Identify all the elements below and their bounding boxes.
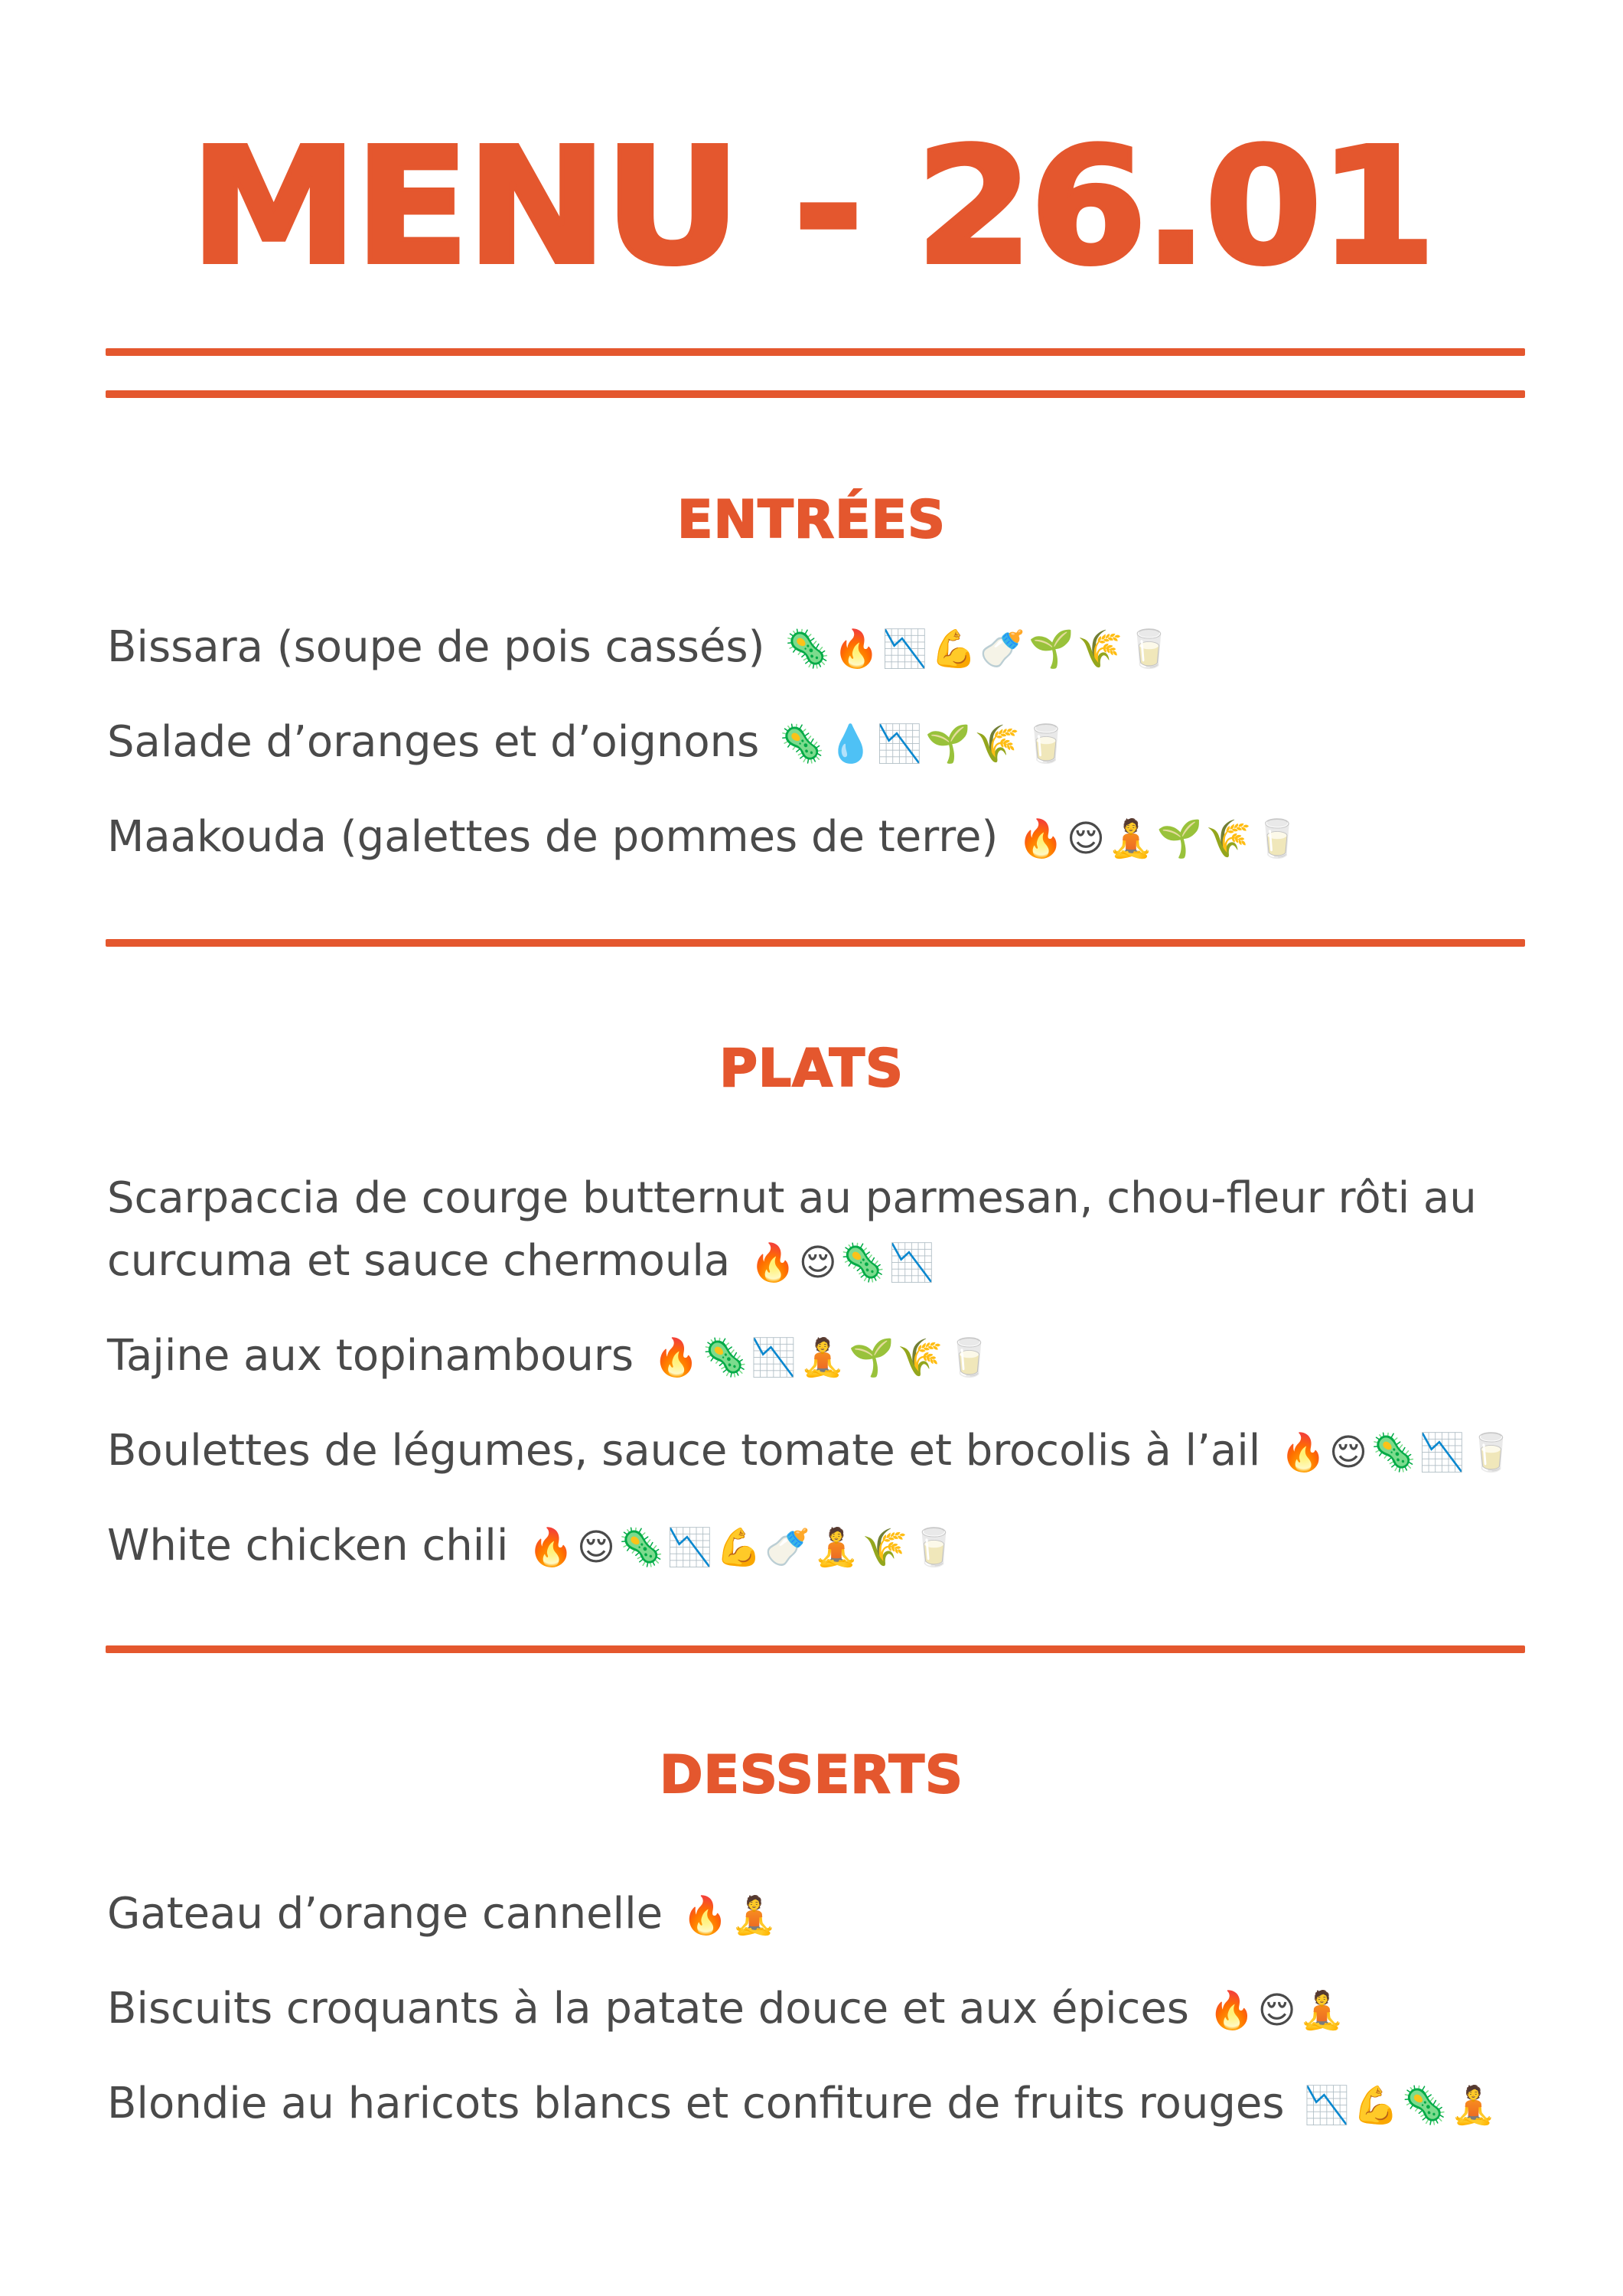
section-heading-plats: PLATS <box>719 1039 904 1099</box>
dish-name: White chicken chili <box>107 1521 509 1570</box>
dish-tags-icons: 🔥🦠📉🧘🌱🌾🥛 <box>653 1336 996 1379</box>
list-item <box>107 616 1546 680</box>
dish-name: Maakouda (galettes de pommes de terre) <box>107 812 999 862</box>
dish-name: Blondie au haricots blancs et confiture de fruits rouges <box>107 2079 1285 2128</box>
dish-tags-icons: 🦠💧📉🌱🌾🥛 <box>779 722 1072 765</box>
plats-list <box>107 1167 1546 1579</box>
section-divider <box>106 1645 1525 1653</box>
section-heading-entrees: ENTRÉES <box>677 490 946 550</box>
dish-tags-icons: 🔥🧘 <box>682 1894 781 1937</box>
dish-name: Scarpaccia de courge butternut au parmesan, chou-fleur rôti au curcuma et sauce chermoula <box>107 1173 1477 1286</box>
section-divider <box>106 939 1525 947</box>
list-item <box>107 1420 1546 1484</box>
dish-tags-icons: 🦠🔥📉💪🍼🌱🌾🥛 <box>784 628 1175 670</box>
title-rule-bottom <box>106 390 1525 398</box>
list-item <box>107 2073 1546 2137</box>
dish-tags-icons: 🔥😌🧘 <box>1208 1989 1348 2032</box>
list-item <box>107 1978 1546 2042</box>
list-item <box>107 1325 1546 1389</box>
dish-tags-icons: 🔥😌🦠📉🥛 <box>1280 1431 1517 1474</box>
dish-name: Gateau d’orange cannelle <box>107 1889 663 1939</box>
list-item <box>107 1883 1546 1947</box>
list-item <box>107 1515 1546 1579</box>
dish-name: Tajine aux topinambours <box>107 1331 634 1381</box>
dish-tags-icons: 🔥😌🦠📉💪🍼🧘🌾🥛 <box>528 1526 960 1569</box>
dish-name: Biscuits croquants à la patate douce et aux épices <box>107 1984 1189 2033</box>
list-item <box>107 711 1546 775</box>
entrees-list <box>107 616 1546 870</box>
section-heading-desserts: DESSERTS <box>660 1745 963 1805</box>
list-item <box>107 1167 1546 1294</box>
dish-name: Bissara (soupe de pois cassés) <box>107 622 765 672</box>
list-item <box>107 806 1546 870</box>
title-rule-top <box>106 348 1525 356</box>
dish-name: Boulettes de légumes, sauce tomate et brocolis à l’ail <box>107 1426 1261 1476</box>
dish-tags-icons: 🔥😌🦠📉 <box>750 1241 938 1284</box>
menu-title: MENU - 26.01 <box>190 113 1433 300</box>
dish-tags-icons: 🔥😌🧘🌱🌾🥛 <box>1018 817 1304 860</box>
dish-tags-icons: 📉💪🦠🧘 <box>1304 2084 1500 2127</box>
desserts-list <box>107 1883 1546 2137</box>
dish-name: Salade d’oranges et d’oignons <box>107 717 760 767</box>
